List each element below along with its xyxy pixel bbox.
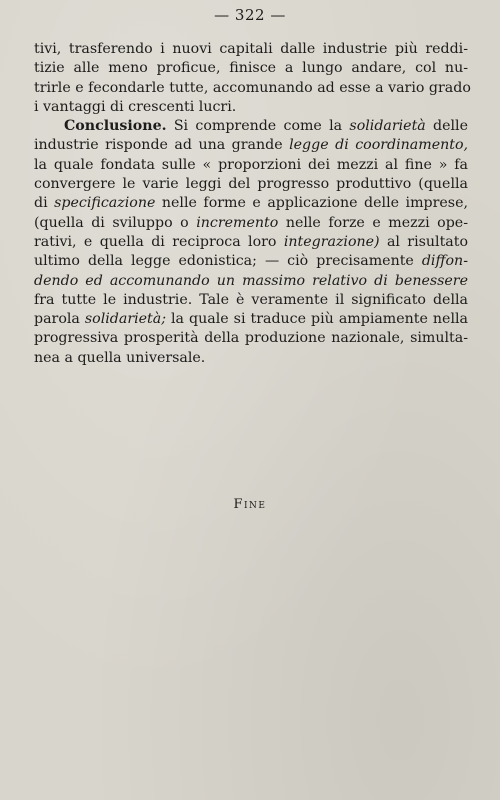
text-run: delle bbox=[425, 118, 468, 135]
text-run: di bbox=[34, 195, 55, 212]
text-line: la quale fondata sulle « proporzioni dei mezzi al fine » fa bbox=[34, 156, 468, 173]
text-line bbox=[34, 117, 468, 136]
text-line bbox=[34, 214, 468, 233]
paragraph-continuation bbox=[34, 40, 471, 117]
text-line: i vantaggi di crescenti lucri. bbox=[34, 98, 237, 115]
text-run: ultimo della legge edonistica; — ciò precisamente bbox=[34, 253, 422, 270]
italic-term: incremento bbox=[196, 214, 279, 231]
text-run: nelle forze e mezzi ope- bbox=[278, 214, 468, 231]
text-run: industrie risponde ad una grande bbox=[34, 137, 290, 154]
text-line bbox=[34, 233, 468, 252]
text-line: trirle e fecondarle tutte, accomunando ad esse a vario grado bbox=[34, 79, 471, 96]
text-line: tivi, trasferendo i nuovi capitali dalle industrie più reddi- bbox=[34, 41, 468, 57]
end-mark: Fine bbox=[233, 497, 267, 512]
page-number: — 322 — bbox=[214, 6, 286, 24]
section-heading: Conclusione. bbox=[64, 118, 167, 135]
text-line: convergere le varie leggi del progresso produttivo (quella bbox=[34, 176, 468, 193]
text-line: tizie alle meno proficue, finisce a lungo andare, col nu- bbox=[34, 60, 468, 77]
italic-term: integrazione) bbox=[283, 233, 380, 250]
text-run: (quella di sviluppo o bbox=[34, 214, 197, 231]
paragraph-conclusion bbox=[34, 117, 468, 368]
italic-term: legge di coordinamento, bbox=[289, 137, 468, 154]
italic-term: diffon- bbox=[421, 253, 468, 270]
text-line: fra tutte le industrie. Tale è veramente il significato della bbox=[34, 291, 468, 308]
text-run: al risultato bbox=[379, 233, 468, 250]
text-line bbox=[34, 136, 468, 155]
italic-term: specificazione bbox=[54, 195, 156, 212]
text-run: parola bbox=[34, 311, 85, 328]
text-line bbox=[34, 310, 468, 329]
body-text bbox=[34, 40, 471, 368]
italic-line: dendo ed accomunando un massimo relativo di benessere bbox=[34, 272, 468, 289]
text-line: nea a quella universale. bbox=[34, 349, 206, 366]
italic-term: solidarietà bbox=[349, 118, 426, 135]
text-run: nelle forme e applicazione delle imprese, bbox=[155, 195, 468, 212]
text-line bbox=[34, 194, 468, 213]
text-run: rativi, e quella di reciproca loro bbox=[34, 233, 284, 250]
text-line bbox=[34, 252, 468, 271]
text-line: progressiva prosperità della produzione nazionale, simulta- bbox=[34, 330, 468, 347]
italic-term: solidarietà; bbox=[84, 311, 166, 328]
text-run: Si comprende come la bbox=[166, 118, 350, 135]
text-run: la quale si traduce più ampiamente nella bbox=[165, 311, 468, 328]
